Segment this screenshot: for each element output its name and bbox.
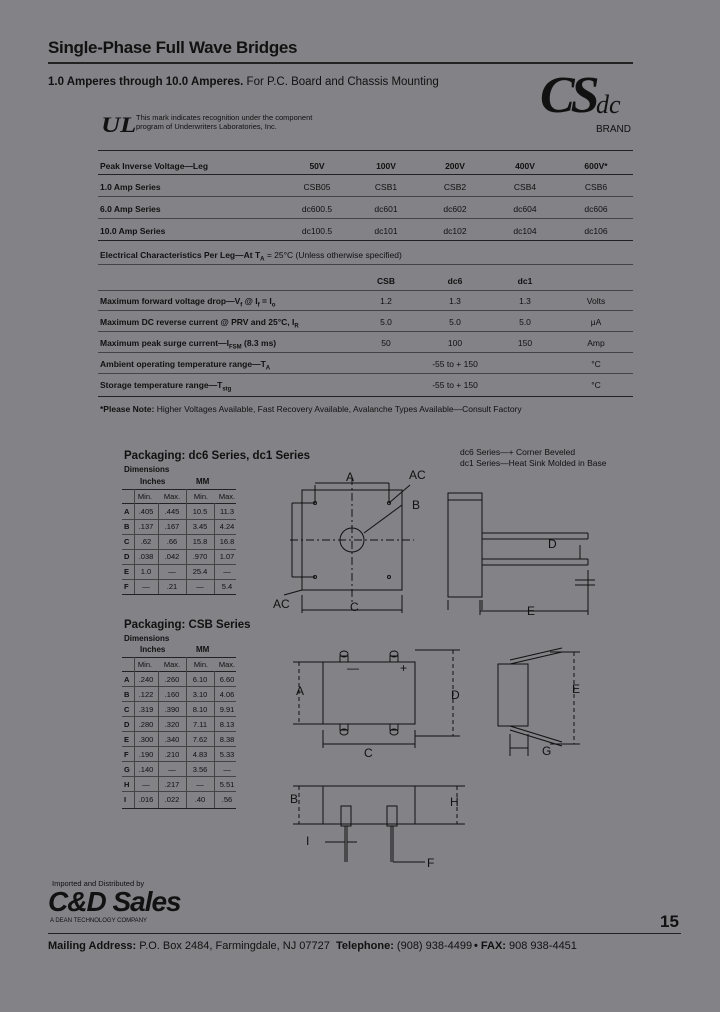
csb-top-view-drawing: [285, 640, 475, 760]
pkg-csb-subhead: Max.: [163, 660, 181, 669]
pkg-csb-dimensions: Dimensions: [124, 634, 170, 643]
csb-dim-label-e: E: [572, 682, 581, 696]
table-rule: [122, 671, 236, 672]
row-label-sub: o: [271, 302, 276, 309]
ratings-bottom-rule: [98, 240, 633, 241]
pkg-dc-dim-value: .405: [138, 507, 154, 516]
electrical-col-0: CSB: [377, 276, 395, 286]
pkg-dc-dim-letter: C: [124, 537, 130, 546]
pkg-csb-dim-value: 7.11: [192, 720, 208, 729]
pkg-csb-dim-value: .016: [138, 795, 154, 804]
pkg-csb-dim-value: 4.06: [219, 690, 235, 699]
pkg-dc-dim-value: 10.5: [192, 507, 208, 516]
table-divider: [158, 671, 159, 809]
electrical-cell: 100: [447, 338, 463, 348]
electrical-cell: 5.0: [449, 317, 461, 327]
ratings-cell: dc104: [513, 226, 537, 236]
table-rule: [122, 686, 236, 687]
pkg-csb-title: Packaging: CSB Series: [124, 619, 251, 631]
ratings-cell: dc101: [374, 226, 398, 236]
pkg-dc-dim-value: 1.07: [219, 552, 235, 561]
csb-dim-label-i: I: [306, 834, 310, 848]
pkg-csb-dim-letter: H: [124, 780, 130, 789]
table-divider: [134, 657, 135, 809]
pkg-dc-dim-letter: A: [124, 507, 130, 516]
pkg-csb-dim-letter: C: [124, 705, 130, 714]
pkg-csb-dim-value: 4.83: [192, 750, 208, 759]
telephone: [336, 940, 472, 952]
electrical-header-rule: [98, 290, 633, 291]
table-rule: [122, 549, 236, 550]
pkg-dc-dim-value: —: [168, 567, 176, 576]
fax-label: • FAX:: [474, 940, 506, 952]
electrical-cell: 1.3: [519, 296, 531, 306]
pkg-csb-dim-value: .190: [138, 750, 154, 759]
pkg-dc-dim-letter: B: [124, 522, 130, 531]
pkg-csb-dim-value: .217: [164, 780, 180, 789]
pkg-csb-dim-value: .390: [164, 705, 180, 714]
row-label-text: Storage temperature range—T: [100, 380, 223, 390]
please-note: [100, 404, 522, 414]
ratings-cell: dc606: [584, 204, 608, 214]
pkg-dc-subhead: Min.: [193, 492, 209, 501]
ratings-cell: CSB05: [303, 182, 331, 192]
dc-dim-label-ac-top: AC: [409, 468, 426, 482]
pkg-csb-dim-value: .240: [138, 675, 154, 684]
table-rule: [122, 564, 236, 565]
row-rule: [98, 373, 633, 374]
ratings-row-label: 10.0 Amp Series: [100, 226, 166, 236]
imported-by: Imported and Distributed by: [52, 879, 145, 888]
csb-minus-mark: —: [347, 661, 359, 675]
dc-caption-2: dc1 Series—Heat Sink Molded in Base: [460, 458, 607, 468]
table-rule: [122, 579, 236, 580]
csb-end-view-drawing: [285, 780, 475, 880]
phone-value: (908) 938-4499: [393, 940, 473, 952]
row-label-sub: FSM: [228, 344, 242, 351]
ratings-top-rule: [98, 150, 633, 151]
mailing-address: [48, 940, 330, 952]
pkg-csb-dim-value: 9.91: [219, 705, 235, 714]
row-rule: [98, 331, 633, 332]
ratings-cell: dc106: [584, 226, 608, 236]
row-label-sub: R: [294, 323, 299, 330]
pkg-csb-dim-value: .319: [138, 705, 154, 714]
pkg-dc-subhead: Min.: [137, 492, 153, 501]
pkg-csb-dim-value: 3.10: [192, 690, 208, 699]
pkg-dc-dim-letter: D: [124, 552, 130, 561]
pkg-dc-dim-value: .038: [138, 552, 154, 561]
pkg-dc-dim-value: .445: [164, 507, 180, 516]
pkg-csb-dim-letter: I: [124, 795, 127, 804]
electrical-cell: 1.3: [449, 296, 461, 306]
ul-logo-icon: UL: [101, 112, 137, 137]
dc-dim-label-e: E: [527, 604, 536, 618]
pkg-dc-dim-value: 11.3: [219, 507, 235, 516]
pkg-csb-dim-value: .340: [164, 735, 180, 744]
csb-dim-label-g: G: [542, 744, 552, 758]
electrical-unit: Amp: [587, 338, 605, 348]
pkg-dc-subhead: Max.: [218, 492, 236, 501]
row-rule: [98, 310, 633, 311]
pkg-dc-dim-value: 25.4: [192, 567, 208, 576]
csb-side-view-drawing: [480, 640, 590, 765]
table-rule: [122, 503, 236, 504]
pkg-csb-dim-value: —: [142, 780, 150, 789]
electrical-heading-sub: A: [260, 256, 265, 263]
fax: [474, 940, 577, 952]
table-rule: [122, 808, 236, 809]
row-label-text: Ambient operating temperature range—T: [100, 359, 266, 369]
row-label-text: Maximum forward voltage drop—V: [100, 296, 241, 306]
pkg-csb-dim-value: 5.33: [219, 750, 235, 759]
electrical-row-label: [100, 338, 276, 351]
pkg-csb-dim-value: 6.10: [192, 675, 208, 684]
pkg-dc-dim-value: —: [223, 567, 231, 576]
title-rule: [48, 62, 633, 64]
pkg-csb-dim-value: —: [168, 765, 176, 774]
pkg-csb-dim-value: .300: [138, 735, 154, 744]
electrical-cell: 50: [381, 338, 391, 348]
brand-dc-logo: dc: [596, 90, 621, 119]
pkg-dc-dim-value: 3.45: [192, 522, 208, 531]
ratings-col-0: 50V: [309, 161, 325, 171]
row-rule: [98, 352, 633, 353]
pkg-csb-dim-value: 7.62: [192, 735, 208, 744]
pkg-csb-subhead: Min.: [193, 660, 209, 669]
electrical-cell: 1.2: [380, 296, 392, 306]
electrical-rule: [98, 264, 633, 265]
table-rule: [122, 519, 236, 520]
ratings-col-1: 100V: [376, 161, 396, 171]
ratings-row-label: 1.0 Amp Series: [100, 182, 161, 192]
please-note-bold: *Please Note:: [100, 404, 155, 414]
pkg-csb-dim-letter: A: [124, 675, 130, 684]
pkg-csb-dim-letter: G: [124, 765, 130, 774]
electrical-row-label: [100, 359, 270, 372]
pkg-csb-subhead: Min.: [137, 660, 153, 669]
mail-label: Mailing Address:: [48, 940, 137, 952]
electrical-cell: 150: [517, 338, 533, 348]
pkg-dc-dim-value: .970: [192, 552, 208, 561]
ratings-cell: CSB4: [513, 182, 537, 192]
pkg-dc-mm: MM: [196, 477, 210, 486]
pkg-dc-title: Packaging: dc6 Series, dc1 Series: [124, 450, 311, 462]
ratings-cell: CSB2: [443, 182, 467, 192]
pkg-csb-dim-value: .022: [164, 795, 180, 804]
pkg-csb-dim-value: .122: [138, 690, 154, 699]
mail-value: P.O. Box 2484, Farmingdale, NJ 07727: [136, 940, 330, 952]
row-label-sub: A: [265, 365, 271, 372]
row-label-suffix: @ I: [242, 296, 258, 306]
phone-label: Telephone:: [336, 940, 394, 952]
electrical-unit: μA: [590, 317, 602, 327]
table-rule: [122, 791, 236, 792]
pkg-csb-dim-value: .210: [164, 750, 180, 759]
table-rule: [122, 761, 236, 762]
table-rule: [122, 731, 236, 732]
cd-sales-logo: C&D Sales: [48, 886, 181, 917]
ratings-header-rule: [98, 174, 633, 175]
table-divider: [214, 671, 215, 809]
pkg-csb-inches: Inches: [140, 645, 166, 654]
table-rule: [122, 489, 236, 490]
page-number: 15: [660, 912, 679, 931]
ratings-cell: dc100.5: [301, 226, 333, 236]
pkg-csb-dim-value: .160: [164, 690, 180, 699]
pkg-dc-dim-value: —: [196, 582, 204, 591]
ratings-header-label: Peak Inverse Voltage—Leg: [100, 161, 209, 171]
electrical-row-label: [100, 296, 275, 309]
table-rule: [122, 701, 236, 702]
subtitle-rest: For P.C. Board and Chassis Mounting: [243, 76, 439, 88]
dc-dim-label-a: A: [346, 470, 355, 484]
row-label-sub: f: [240, 302, 243, 309]
electrical-unit: Volts: [586, 296, 606, 306]
ul-note: This mark indicates recognition under the component program of Underwriters Laboratories, Inc.: [136, 113, 313, 131]
cd-tagline: A DEAN TECHNOLOGY COMPANY: [50, 918, 148, 924]
electrical-heading: [100, 250, 402, 263]
pkg-csb-dim-value: —: [196, 780, 204, 789]
electrical-col-2: dc1: [517, 276, 533, 286]
csb-dim-label-b: B: [290, 792, 299, 806]
pkg-csb-dim-letter: F: [124, 750, 129, 759]
ratings-cell: dc102: [443, 226, 467, 236]
brand-word: BRAND: [596, 124, 632, 135]
dc-side-view-drawing: [440, 475, 610, 625]
row-label-suffix: (8.3 ms): [241, 338, 277, 348]
csb-dim-label-d: D: [451, 688, 460, 702]
pkg-csb-dim-value: 6.60: [219, 675, 235, 684]
row-label-suffix: = I: [259, 296, 272, 306]
csb-dim-label-f: F: [427, 856, 435, 870]
ratings-cell: CSB6: [584, 182, 608, 192]
pkg-dc-dimensions: Dimensions: [124, 465, 170, 474]
pkg-dc-dim-letter: E: [124, 567, 130, 576]
electrical-bottom-rule: [98, 396, 633, 397]
pkg-dc-dim-value: —: [142, 582, 150, 591]
table-rule: [122, 776, 236, 777]
table-rule: [122, 716, 236, 717]
pkg-dc-dim-value: 4.24: [219, 522, 235, 531]
pkg-csb-dim-letter: B: [124, 690, 130, 699]
ratings-col-3: 400V: [515, 161, 535, 171]
pkg-dc-dim-value: 15.8: [192, 537, 208, 546]
electrical-row-label: [100, 380, 231, 393]
electrical-span: -55 to + 150: [432, 380, 478, 390]
pkg-csb-dim-value: .320: [164, 720, 180, 729]
pkg-csb-dim-value: .280: [138, 720, 154, 729]
pkg-dc-dim-value: .137: [138, 522, 154, 531]
dc-dim-label-b: B: [412, 498, 421, 512]
pkg-dc-dim-value: .62: [140, 537, 152, 546]
pkg-csb-dim-value: 5.51: [219, 780, 235, 789]
pkg-csb-dim-value: .140: [138, 765, 154, 774]
row-label-sub: f: [257, 302, 260, 309]
brand-cs-logo: CS: [540, 67, 596, 124]
ratings-col-2: 200V: [445, 161, 465, 171]
row-label-sub: stg: [222, 386, 232, 393]
pkg-csb-dim-letter: E: [124, 735, 130, 744]
ratings-cell: dc600.5: [301, 204, 333, 214]
row-label-text: Maximum DC reverse current @ PRV and 25°C, I: [100, 317, 295, 327]
pkg-csb-dim-value: .40: [194, 795, 206, 804]
table-rule: [122, 657, 236, 658]
dc-dim-label-c: C: [350, 600, 359, 614]
ratings-cell: CSB1: [374, 182, 398, 192]
pkg-dc-dim-value: 1.0: [140, 567, 152, 576]
pkg-dc-dim-value: 5.4: [221, 582, 233, 591]
ratings-cell: dc601: [374, 204, 398, 214]
pkg-dc-dim-value: .167: [164, 522, 180, 531]
electrical-unit: °C: [591, 359, 601, 369]
table-rule: [122, 746, 236, 747]
footer-rule: [48, 933, 681, 934]
electrical-heading-rest: = 25°C (Unless otherwise specified): [264, 250, 402, 260]
please-note-text: Higher Voltages Available, Fast Recovery Available, Avalanche Types Available—Consult Factory: [154, 404, 522, 414]
pkg-csb-mm: MM: [196, 645, 210, 654]
pkg-csb-dim-value: 8.38: [219, 735, 235, 744]
electrical-col-1: dc6: [447, 276, 463, 286]
table-divider: [186, 657, 187, 809]
csb-dim-label-a: A: [296, 684, 305, 698]
table-rule: [122, 594, 236, 595]
electrical-unit: °C: [591, 380, 601, 390]
ratings-cell: dc602: [443, 204, 467, 214]
pkg-dc-dim-value: .66: [166, 537, 178, 546]
pkg-csb-subhead: Max.: [218, 660, 236, 669]
csb-dim-label-h: H: [450, 795, 459, 809]
electrical-cell: 5.0: [519, 317, 531, 327]
pkg-dc-subhead: Max.: [163, 492, 181, 501]
pkg-csb-dim-value: 3.56: [192, 765, 208, 774]
dc-top-view-drawing: [270, 465, 420, 625]
pkg-csb-dim-letter: D: [124, 720, 130, 729]
pkg-csb-dim-value: .260: [164, 675, 180, 684]
pkg-dc-inches: Inches: [140, 477, 166, 486]
electrical-cell: 5.0: [380, 317, 392, 327]
pkg-csb-dim-value: 8.10: [192, 705, 208, 714]
subtitle: [48, 76, 439, 88]
ratings-cell: dc604: [513, 204, 537, 214]
dc-caption-1: dc6 Series—+ Corner Beveled: [460, 447, 576, 457]
electrical-row-label: [100, 317, 299, 330]
csb-dim-label-c: C: [364, 746, 373, 760]
dc-dim-label-ac-bottom: AC: [273, 597, 290, 611]
csb-plus-mark: +: [400, 661, 408, 675]
pkg-csb-dim-value: —: [223, 765, 231, 774]
page-title: Single-Phase Full Wave Bridges: [48, 38, 298, 57]
subtitle-bold: 1.0 Amperes through 10.0 Amperes.: [48, 76, 244, 88]
row-rule: [98, 196, 633, 197]
ratings-col-4: 600V*: [584, 161, 608, 171]
pkg-dc-dim-value: .21: [166, 582, 178, 591]
row-rule: [98, 218, 633, 219]
pkg-csb-dim-value: .56: [221, 795, 233, 804]
pkg-dc-dim-letter: F: [124, 582, 129, 591]
pkg-csb-dim-value: 8.13: [219, 720, 235, 729]
electrical-span: -55 to + 150: [432, 359, 478, 369]
row-label-text: Maximum peak surge current—I: [100, 338, 229, 348]
dc-dim-label-d: D: [548, 537, 557, 551]
ratings-row-label: 6.0 Amp Series: [100, 204, 161, 214]
pkg-dc-dim-value: .042: [164, 552, 180, 561]
table-rule: [122, 534, 236, 535]
fax-value: 908 938-4451: [505, 940, 577, 952]
electrical-heading-text: Electrical Characteristics Per Leg—At T: [100, 250, 261, 260]
pkg-dc-dim-value: 16.8: [219, 537, 235, 546]
